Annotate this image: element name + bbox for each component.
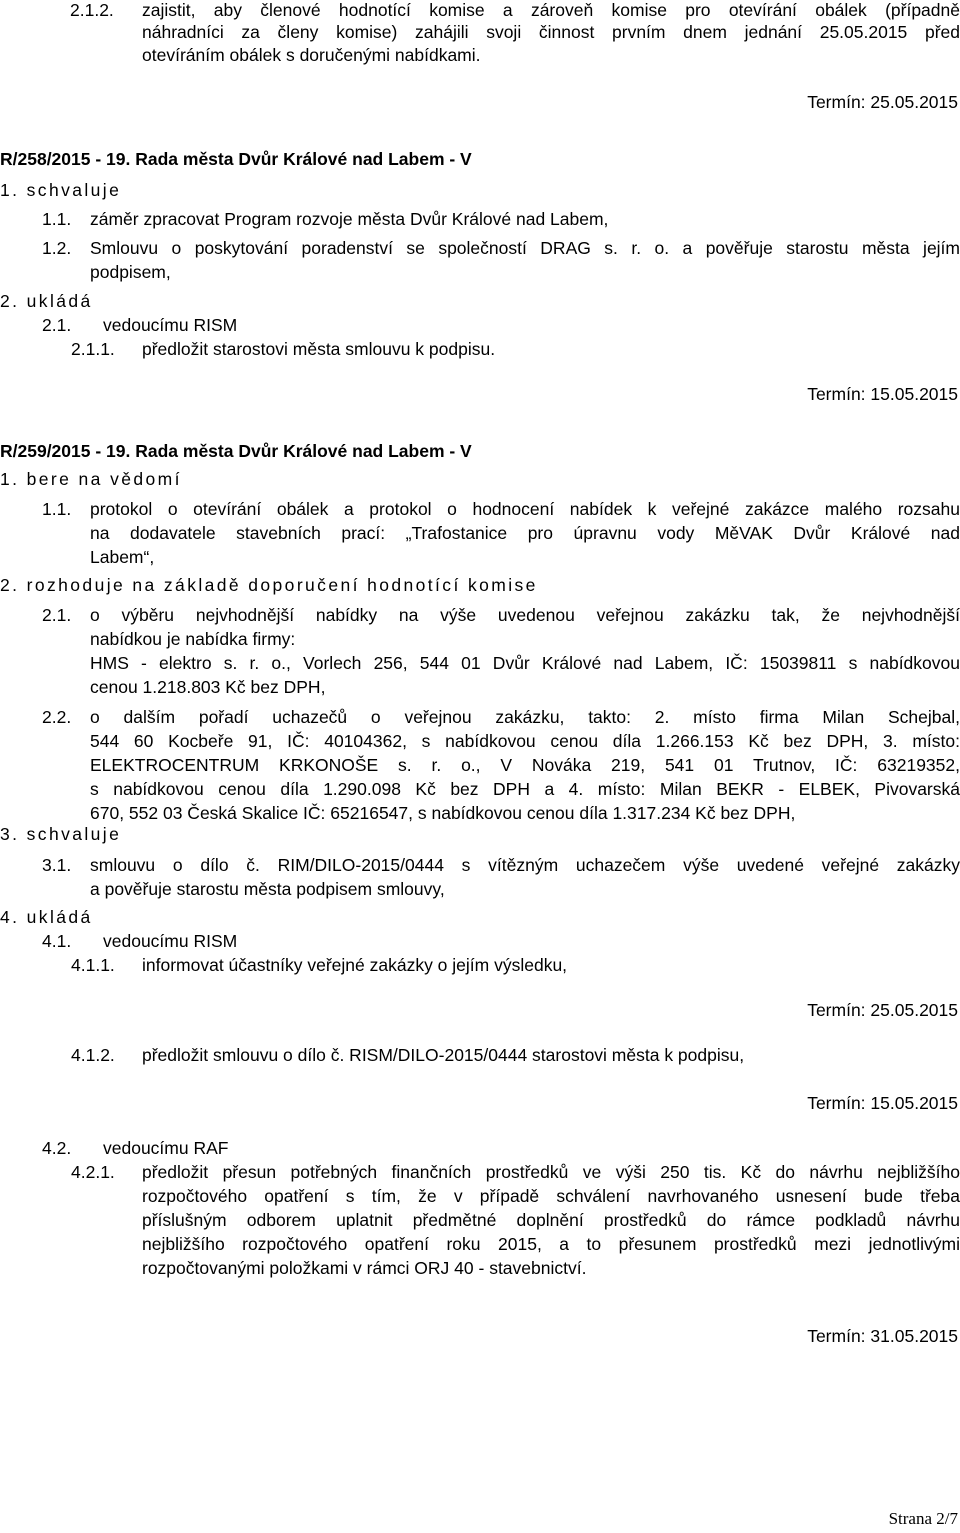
- item-text: smlouvu o dílo č. RIM/DILO-2015/0444 s vítězným uchazečem výše uvedené veřejné zakázky: [90, 855, 960, 875]
- item-text: 544 60 Kocbeře 91, IČ: 40104362, s nabídkovou cenou díla 1.266.153 Kč bez DPH, 3. místo:: [90, 731, 960, 751]
- item-number: 1.1.: [42, 209, 72, 229]
- paragraph-line: náhradníci za členy komise) zahájili svoji činnost prvním dnem jednání 25.05.2015 před: [142, 22, 960, 42]
- section-title: 2. rozhoduje na základě doporučení hodnotící komise: [0, 575, 538, 595]
- item-text: protokol o otevírání obálek a protokol o hodnocení nabídek k veřejné zakázce malého rozsahu: [90, 499, 960, 519]
- item-text: vedoucímu RAF: [103, 1138, 229, 1158]
- item-number: 4.1.1.: [71, 955, 115, 975]
- item-text: záměr zpracovat Program rozvoje města Dvůr Králové nad Labem,: [90, 209, 609, 229]
- section-title: 4. ukládá: [0, 907, 93, 927]
- deadline: Termín: 25.05.2015: [807, 92, 958, 112]
- section-title: 2. ukládá: [0, 291, 93, 311]
- item-text: předložit smlouvu o dílo č. RISM/DILO-2015/0444 starostovi města k podpisu,: [142, 1045, 745, 1065]
- item-text: cenou 1.218.803 Kč bez DPH,: [90, 677, 326, 697]
- item-text: HMS - elektro s. r. o., Vorlech 256, 544 01 Dvůr Králové nad Labem, IČ: 15039811 s nabídkovou: [90, 653, 960, 673]
- item-text: a pověřuje starostu města podpisem smlouvy,: [90, 879, 445, 899]
- item-number: 2.1.2.: [70, 0, 114, 20]
- deadline: Termín: 15.05.2015: [807, 384, 958, 404]
- item-text: nejbližšího rozpočtového opatření roku 2015, a to přesunem prostředků mezi jednotlivými: [142, 1234, 960, 1254]
- item-text: o dalším pořadí uchazečů o veřejnou zakázku, takto: 2. místo firma Milan Schejbal,: [90, 707, 960, 727]
- deadline: Termín: 25.05.2015: [807, 1000, 958, 1020]
- item-text: předložit přesun potřebných finančních prostředků ve výši 250 tis. Kč do návrhu nejbližšího: [142, 1162, 960, 1182]
- paragraph-line: zajistit, aby členové hodnotící komise a zároveň komise pro otevírání obálek (případně: [142, 0, 960, 20]
- item-number: 4.1.: [42, 931, 72, 951]
- item-text: informovat účastníky veřejné zakázky o jejím výsledku,: [142, 955, 568, 975]
- item-number: 1.2.: [42, 238, 72, 258]
- page-number: Strana 2/7: [888, 1509, 958, 1528]
- resolution-heading: R/259/2015 - 19. Rada města Dvůr Králové nad Labem - V: [0, 441, 472, 461]
- item-text: příslušným odborem uplatnit předmětné doplnění prostředků do rámce podkladů návrhu: [142, 1210, 960, 1230]
- item-text: vedoucímu RISM: [103, 931, 238, 951]
- section-title: 3. schvaluje: [0, 824, 122, 844]
- item-text: na dodavatele stavebních prací: „Trafostanice pro úpravnu vody MěVAK Dvůr Králové nad: [90, 523, 960, 543]
- item-number: 4.2.1.: [71, 1162, 115, 1182]
- item-text: Smlouvu o poskytování poradenství se společností DRAG s. r. o. a pověřuje starostu města jejím: [90, 238, 960, 258]
- item-text: nabídkou je nabídka firmy:: [90, 629, 296, 649]
- deadline: Termín: 15.05.2015: [807, 1093, 958, 1113]
- item-number: 2.1.1.: [71, 339, 115, 359]
- item-text: s nabídkovou cenou díla 1.290.098 Kč bez DPH a 4. místo: Milan BEKR - ELBEK, Pivovarská: [90, 779, 960, 799]
- item-text: o výběru nejvhodnější nabídky na výše uvedenou veřejnou zakázku tak, že nejvhodnější: [90, 605, 960, 625]
- item-text: rozpočtového opatření s tím, že v případě schválení navrhovaného usnesení bude třeba: [142, 1186, 960, 1206]
- item-number: 2.2.: [42, 707, 72, 727]
- item-text: předložit starostovi města smlouvu k podpisu.: [142, 339, 496, 359]
- deadline: Termín: 31.05.2015: [807, 1326, 958, 1346]
- section-title: 1. schvaluje: [0, 180, 122, 200]
- item-text: podpisem,: [90, 262, 171, 282]
- item-number: 4.1.2.: [71, 1045, 115, 1065]
- item-number: 2.1.: [42, 605, 72, 625]
- item-text: ELEKTROCENTRUM KRKONOŠE s. r. o., V Nováka 219, 541 01 Trutnov, IČ: 63219352,: [90, 755, 960, 775]
- section-title: 1. bere na vědomí: [0, 469, 182, 489]
- item-text: rozpočtovanými položkami v rámci ORJ 40 - stavebnictví.: [142, 1258, 587, 1278]
- item-text: 670, 552 03 Česká Skalice IČ: 65216547, s nabídkovou cenou díla 1.317.234 Kč bez DPH,: [90, 803, 796, 823]
- item-text: vedoucímu RISM: [103, 315, 238, 335]
- item-text: Labem“,: [90, 547, 155, 567]
- item-number: 2.1.: [42, 315, 72, 335]
- item-number: 1.1.: [42, 499, 72, 519]
- paragraph-line: otevíráním obálek s doručenými nabídkami.: [142, 45, 481, 65]
- item-number: 3.1.: [42, 855, 72, 875]
- resolution-heading: R/258/2015 - 19. Rada města Dvůr Králové nad Labem - V: [0, 149, 472, 169]
- item-number: 4.2.: [42, 1138, 72, 1158]
